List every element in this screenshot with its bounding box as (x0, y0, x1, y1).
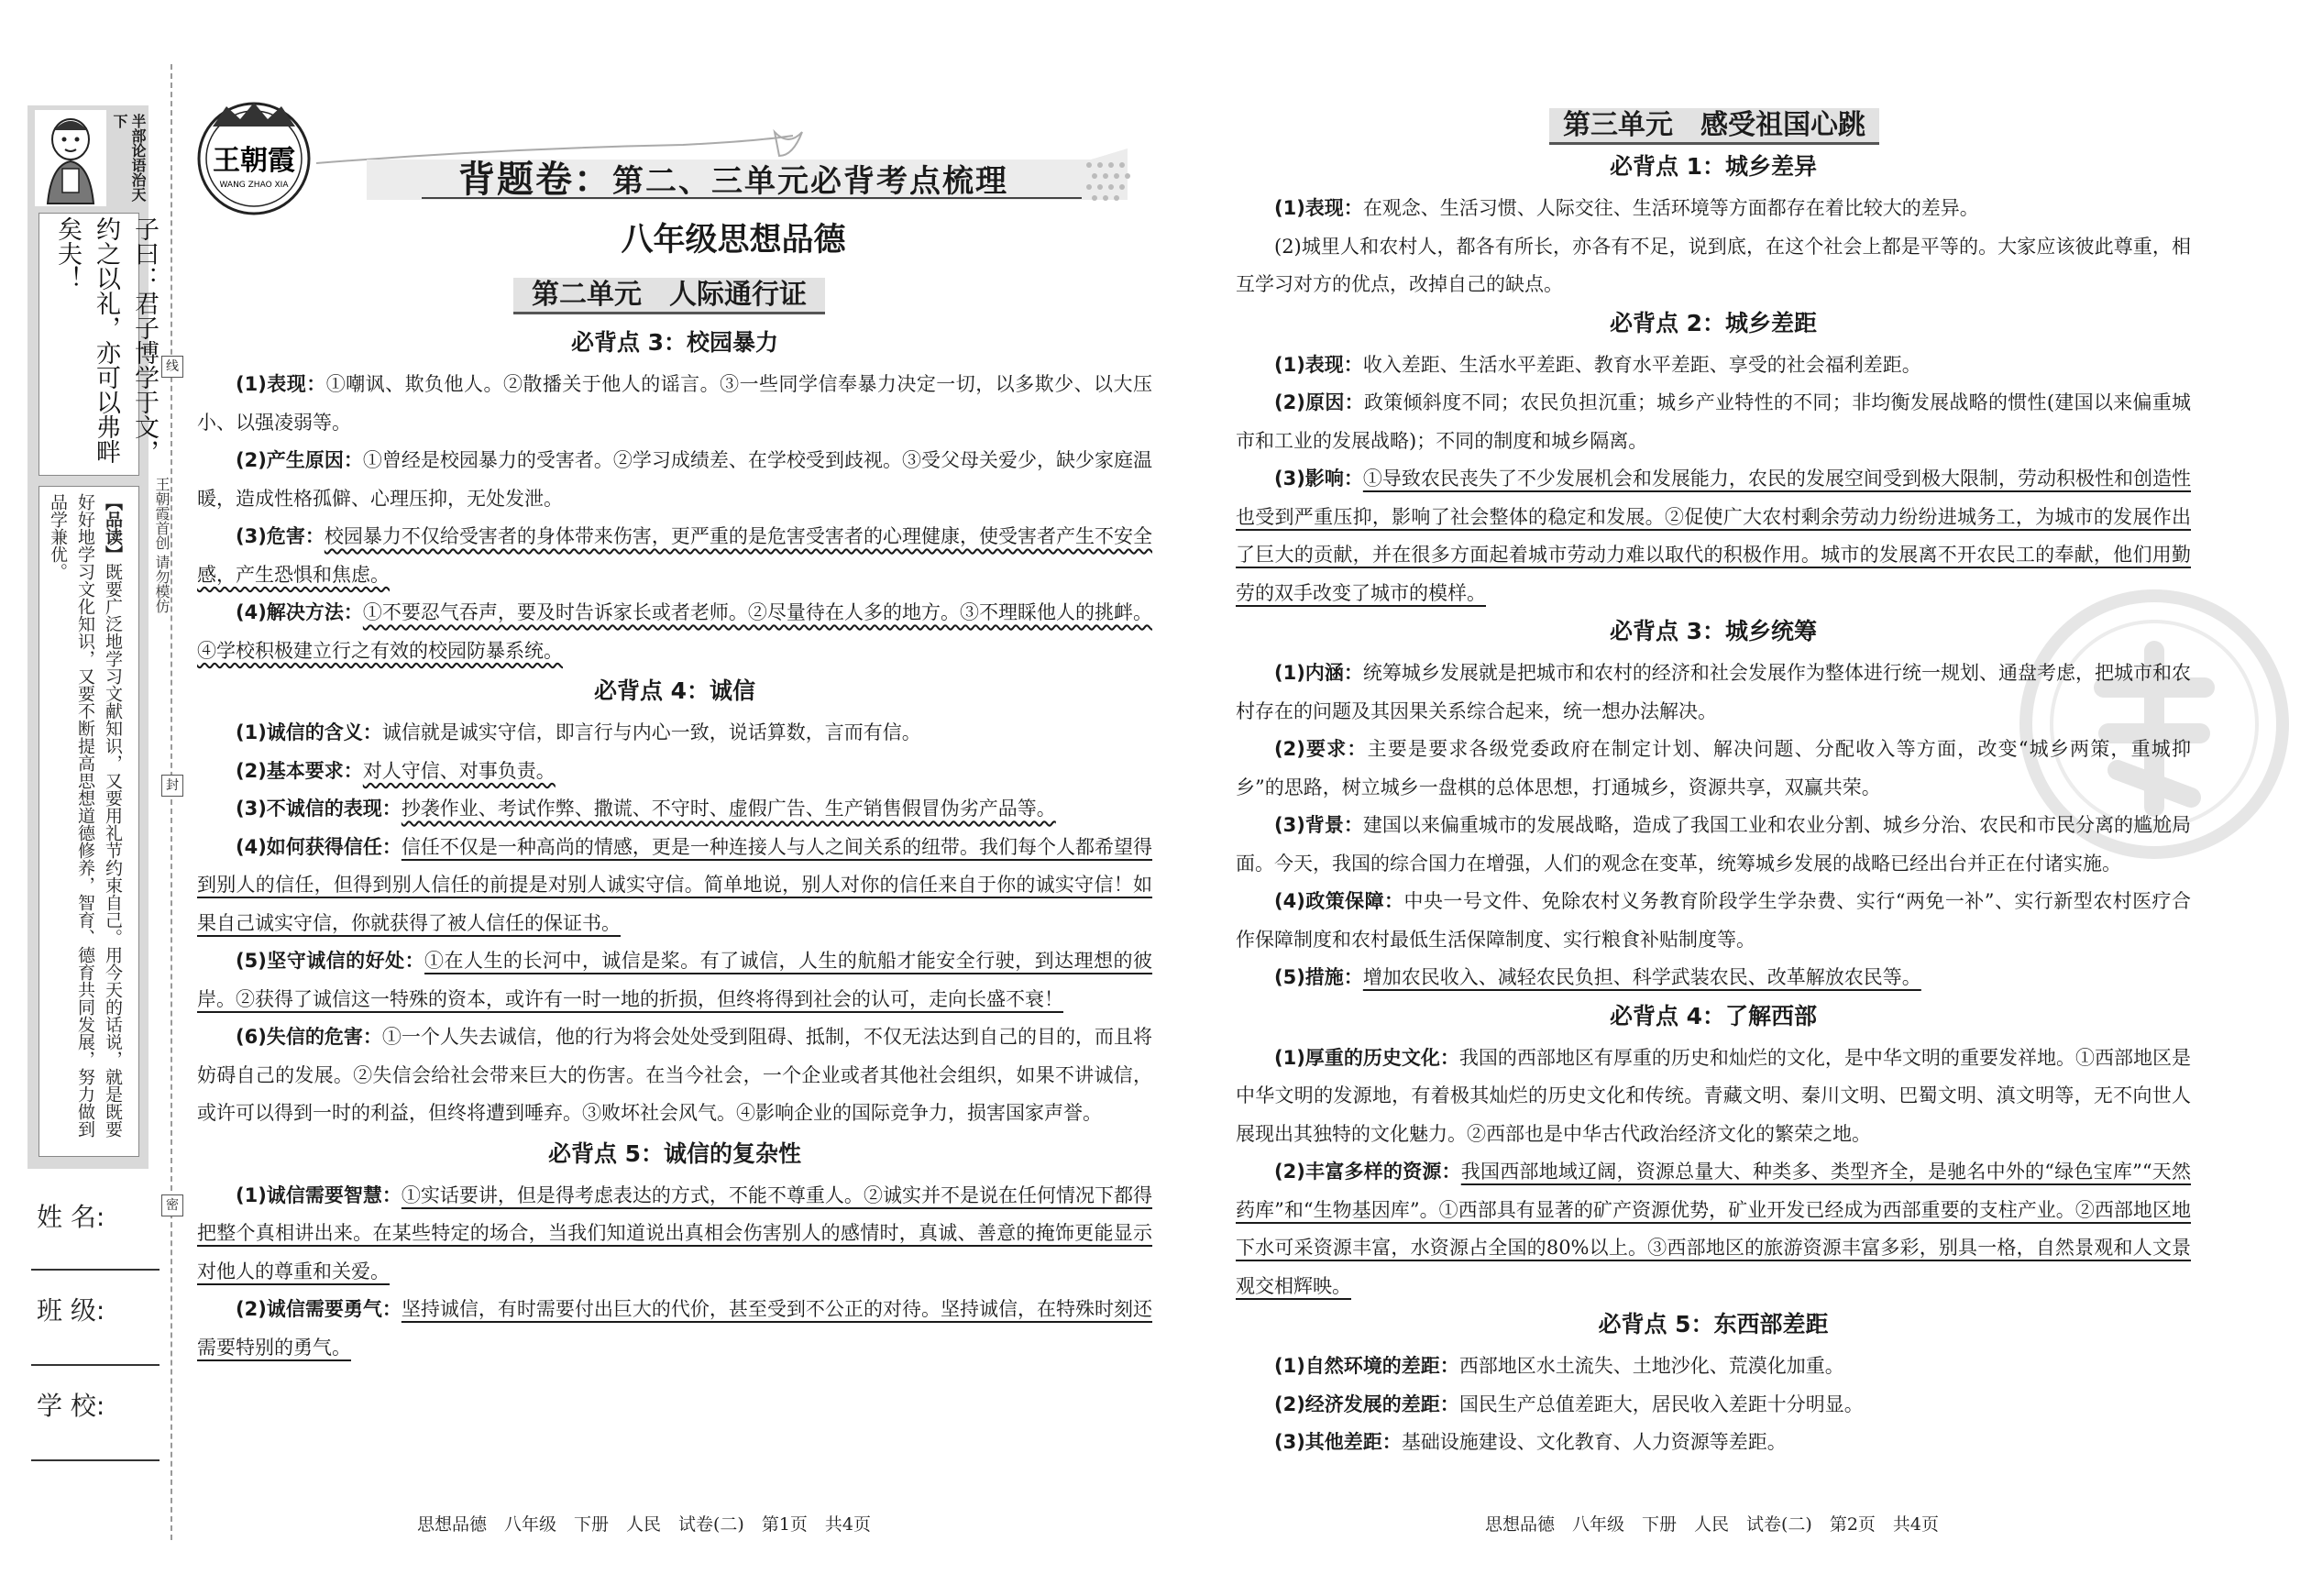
r-p4-item-2: (2)丰富多样的资源：我国西部地域辽阔，资源总量大、种类多、类型齐全，是驰名中外的“绿色宝库”“天然药库”和“生物基因库”。①西部具有显著的矿产资源优势，矿业开发已经成为西部重要的支柱产业。②西部地区地下水可采资源丰富，水资源占全国的80%以上。③西部地区的旅游资源丰富多彩，别具一格，自然景观和人文景观交相辉映。 (1236, 1161, 2191, 1297)
r-point2-title: 必背点 2：城乡差距 (1609, 309, 1818, 336)
p3-item-4: (4)解决方法：①不要忍气吞声，要及时告诉家长或者老师。②尽量待在人多的地方。③不理睬他人的挑衅。④学校积极建立行之有效的校园防暴系统。 (197, 601, 1153, 662)
seal-line (171, 64, 172, 1540)
r-p1-item-1: (1)表现：在观念、生活习惯、人际交往、生活环境等方面都存在着比较大的差异。 (1274, 197, 1979, 219)
confucius-mascot-icon (35, 110, 106, 206)
r-p2-item-1: (1)表现：收入差距、生活水平差距、教育水平差距、享受的社会福利差距。 (1274, 353, 1921, 376)
p3-item-2: (2)产生原因：①曾经是校园暴力的受害者。②学习成绩差、在学校受到歧视。③受父母关爱少，缺少家庭温暖，造成性格孤僻、心理压抑，无处发泄。 (197, 449, 1153, 510)
title-main: 背题卷： (458, 159, 612, 201)
footer-right: 思想品德 八年级 下册 人民 试卷(二) 第2页 共4页 (1485, 1514, 1940, 1535)
name-label: 姓 名: (37, 1202, 105, 1232)
class-field[interactable] (31, 1364, 160, 1366)
r-p3-item-3: (3)背景：建国以来偏重城市的发展战略，造成了我国工业和农业分割、城乡分治、农民和市民分离的尴尬局面。今天，我国的综合国力在增强，人们的观念在变革，统筹城乡发展的战略已经出台并正在付诸实施。 (1236, 814, 2191, 875)
copyright-note: 王朝霞首创 请勿模仿 (153, 477, 171, 614)
reading-label: 【品读】 (103, 493, 123, 563)
r-p5-item-2: (2)经济发展的差距：国民生产总值差距大，居民收入差距十分明显。 (1274, 1392, 1864, 1415)
footer-left: 思想品德 八年级 下册 人民 试卷(二) 第1页 共4页 (417, 1514, 872, 1535)
right-column (1236, 151, 2191, 1462)
p4-item-3: (3)不诚信的表现：抄袭作业、考试作弊、撒谎、不守时、虚假广告、生产销售假冒伪劣产品等。 (236, 798, 1056, 820)
seal-char-xian: 线 (161, 356, 183, 378)
name-field[interactable] (31, 1269, 160, 1271)
r-p3-item-5: (5)措施：增加农民收入、减轻农民负担、科学武装农民、改革解放农民等。 (1274, 966, 1921, 988)
r-point3-title: 必背点 3：城乡统筹 (1609, 618, 1818, 644)
left-column (197, 327, 1152, 1367)
p4-item-1: (1)诚信的含义：诚信就是诚实守信，即言行与内心一致，说话算数，言而有信。 (236, 721, 921, 743)
r-point5-title: 必背点 5：东西部差距 (1598, 1311, 1829, 1337)
p4-item-2: (2)基本要求：对人守信、对事负责。 (236, 759, 556, 782)
seal-char-mi: 密 (161, 1194, 183, 1216)
r-p5-item-1: (1)自然环境的差距：西部地区水土流失、土地沙化、荒漠化加重。 (1274, 1355, 1844, 1377)
point5-title: 必背点 5：诚信的复杂性 (547, 1139, 802, 1167)
logo-text: 王朝霞 (213, 145, 295, 177)
mascot-caption: 半部论语治天下 (111, 114, 147, 202)
p5-item-1: (1)诚信需要智慧：①实话要讲，但是得考虑表达的方式，不能不尊重人。②诚实并不是说在任何情况下都得把整个真相讲出来。在某些特定的场合，当我们知道说出真相会伤害别人的感情时，真诚、善意的掩饰更能显示对他人的尊重和关爱。 (197, 1183, 1152, 1282)
p3-item-3: (3)危害：校园暴力不仅给受害者的身体带来伤害，更严重的是危害受害者的心理健康，使受害者产生不安全感，产生恐惧和焦虑。 (197, 525, 1152, 586)
reading-note (44, 493, 127, 1149)
point3-title: 必背点 3：校园暴力 (570, 329, 779, 356)
p4-item-6: (6)失信的危害：①一个人失去诚信，他的行为将会处处受到阻碍、抵制，不仅无法达到自己的目的，而且将妨碍自己的发展。②失信会给社会带来巨大的伤害。在当今社会，一个企业或者其他社会组织，如果不讲诚信，或许可以得到一时的利益，但终将遭到唾弃。③败坏社会风气。④影响企业的国际竞争力，损害国家声誉。 (197, 1026, 1152, 1124)
unit2-banner: 第二单元 人际通行证 (513, 278, 825, 314)
title-sub: 第二、三单元必背考点梳理 (612, 163, 1008, 200)
unit3-banner: 第三单元 感受祖国心跳 (1549, 108, 1879, 145)
wangzhaoxia-logo (194, 99, 314, 218)
class-label: 班 级: (37, 1295, 105, 1326)
r-p1-item-2: (2)城里人和农村人，都各有所长，亦各有不足，说到底，在这个社会上都是平等的。大家应该彼此尊重，相互学习对方的优点，改掉自己的缺点。 (1236, 235, 2191, 295)
r-p3-item-2: (2)要求：主要是要求各级党委政府在制定计划、解决问题、分配收入等方面，改变“城乡两策，重城抑乡”的思路，树立城乡一盘棋的总体思想，打通城乡，资源共享，双赢共荣。 (1236, 738, 2191, 798)
seal-char-feng: 封 (161, 775, 183, 797)
r-p3-item-1: (1)内涵：统筹城乡发展就是把城市和农村的经济和社会发展作为整体进行统一规划、通盘考虑，把城市和农村存在的问题及其因果关系综合起来，统一想办法解决。 (1236, 662, 2191, 722)
p4-item-5: (5)坚守诚信的好处：①在人生的长河中，诚信是桨。有了诚信，人生的航船才能安全行驶，到达理想的彼岸。②获得了诚信这一特殊的资本，或许有一时一地的折损，但终将得到社会的认可，走向长盛不衰！ (197, 950, 1152, 1010)
dot-pattern-decoration (1082, 158, 1155, 204)
p5-item-2: (2)诚信需要勇气：坚持诚信，有时需要付出巨大的代价，甚至受到不公正的对待。坚持诚信，在特殊时刻还需要特别的勇气。 (197, 1298, 1152, 1359)
point4-title: 必背点 4：诚信 (593, 677, 756, 704)
school-field[interactable] (31, 1459, 160, 1461)
logo-subtext: WANG ZHAO XIA (219, 181, 289, 190)
reading-body: 既要广泛地学习文献知识，又要用礼节约束自己。用今天的话说，就是既要好好地学习文化知识，又要不断提高思想道德修养，智育、德育共同发展，努力做到品学兼优。 (48, 493, 123, 1138)
r-point4-title: 必背点 4：了解西部 (1609, 1002, 1818, 1029)
r-p4-item-1: (1)厚重的历史文化：我国的西部地区有厚重的历史和灿烂的文化，是中华文明的重要发祥地。①西部地区是中华文明的发源地，有着极其灿烂的历史文化和传统。青藏文明、秦川文明、巴蜀文明、滇文明等，无不向世人展现出其独特的文化魅力。②西部也是中华古代政治经济文化的繁荣之地。 (1236, 1046, 2191, 1145)
school-label: 学 校: (37, 1391, 105, 1421)
r-p2-item-3: (3)影响：①导致农民丧失了不少发展机会和发展能力，农民的发展空间受到极大限制，劳动积极性和创造性也受到严重压抑，影响了社会整体的稳定和发展。②促使广大农村剩余劳动力纷纷进城务工，为城市的发展作出了巨大的贡献，并在很多方面起着城市劳动力难以取代的积极作用。城市的发展离不开农民工的奉献，他们用勤劳的双手改变了城市的模样。 (1236, 468, 2191, 604)
p4-item-4: (4)如何获得信任：信任不仅是一种高尚的情感，更是一种连接人与人之间关系的纽带。我们每个人都希望得到别人的信任，但得到别人信任的前提是对别人诚实守信。简单地说，别人对你的信任来自于你的诚实守信！如果自己诚实守信，你就获得了被人信任的保证书。 (197, 835, 1152, 934)
r-p3-item-4: (4)政策保障：中央一号文件、免除农村义务教育阶段学生学杂费、实行“两免一补”、实行新型农村医疗合作保障制度和农村最低生活保障制度、实行粮食补贴制度等。 (1236, 890, 2192, 951)
subject-title: 八年级思想品德 (621, 222, 846, 259)
r-p5-item-3: (3)其他差距：基础设施建设、文化教育、人力资源等差距。 (1274, 1431, 1787, 1453)
confucius-quote: 子曰：君子博学于文，约之以礼，亦可以弗畔矣夫！ (53, 216, 159, 464)
r-p2-item-2: (2)原因：政策倾斜度不同；农民负担沉重；城乡产业特性的不同；非均衡发展战略的惯性(建国以来偏重城市和工业的发展战略)；不同的制度和城乡隔离。 (1236, 391, 2191, 452)
page-title (458, 150, 1008, 203)
p3-item-1: (1)表现：①嘲讽、欺负他人。②散播关于他人的谣言。③一些同学信奉暴力决定一切，以多欺少、以大压小、以强凌弱等。 (197, 373, 1153, 434)
r-point1-title: 必背点 1：城乡差异 (1609, 153, 1818, 180)
